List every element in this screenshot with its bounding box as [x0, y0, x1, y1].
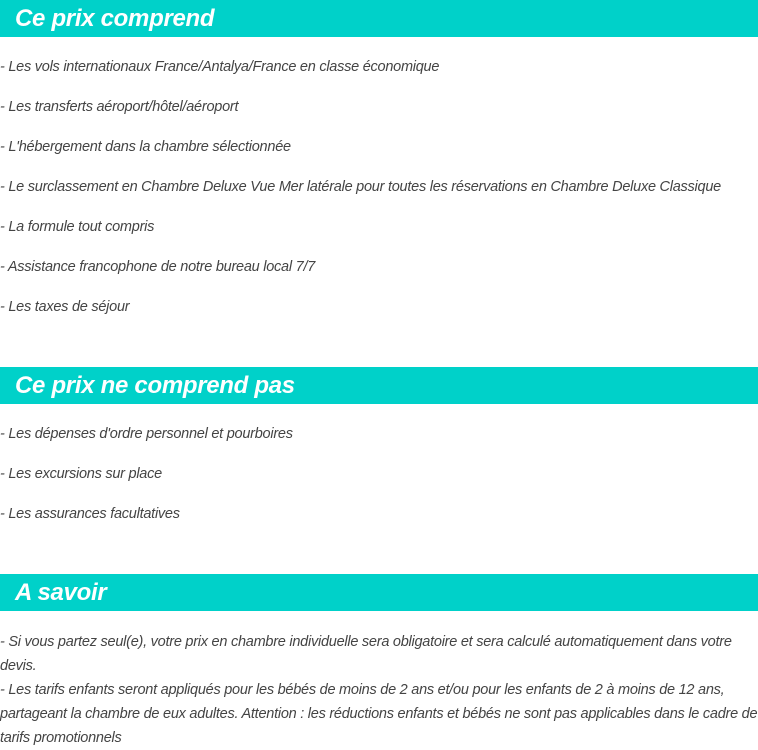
list-item: - Les taxes de séjour — [0, 299, 130, 315]
list-item: - Les dépenses d'ordre personnel et pourboires — [0, 426, 293, 442]
excluded-list — [0, 404, 758, 524]
list-item: - Les excursions sur place — [0, 466, 162, 482]
section-header — [0, 0, 758, 37]
section-header — [0, 367, 758, 404]
list-item: - Les assurances facultatives — [0, 506, 180, 522]
section-title: Ce prix ne comprend pas — [15, 371, 295, 399]
section-header — [0, 574, 758, 611]
list-item: - La formule tout compris — [0, 219, 155, 235]
list-item: - Le surclassement en Chambre Deluxe Vue Mer latérale pour toutes les réservations en Chambre Deluxe Classique — [0, 179, 721, 195]
section-price-excludes — [0, 367, 758, 574]
section-price-includes — [0, 0, 758, 367]
list-item: - Les vols internationaux France/Antalya/France en classe économique — [0, 59, 440, 75]
list-item: - Les transferts aéroport/hôtel/aéroport — [0, 99, 239, 115]
info-paragraph: - Les tarifs enfants seront appliqués pour les bébés de moins de 2 ans et/ou pour les enfants de 2 à moins de 12 ans, partageant la chambre de eux adultes. Attention : les réductions enfants et bébés ne sont pas applicables dans le cadre de tarifs promotionnels — [0, 682, 758, 746]
section-title: A savoir — [15, 578, 107, 606]
list-item: - L'hébergement dans la chambre sélectionnée — [0, 139, 291, 155]
info-body — [0, 611, 758, 750]
section-title: Ce prix comprend — [15, 4, 215, 32]
included-list — [0, 37, 758, 317]
info-paragraph: - Si vous partez seul(e), votre prix en chambre individuelle sera obligatoire et sera calculé automatiquement dans votre devis. — [0, 634, 732, 674]
list-item: - Assistance francophone de notre bureau local 7/7 — [0, 259, 316, 275]
section-good-to-know — [0, 574, 758, 750]
